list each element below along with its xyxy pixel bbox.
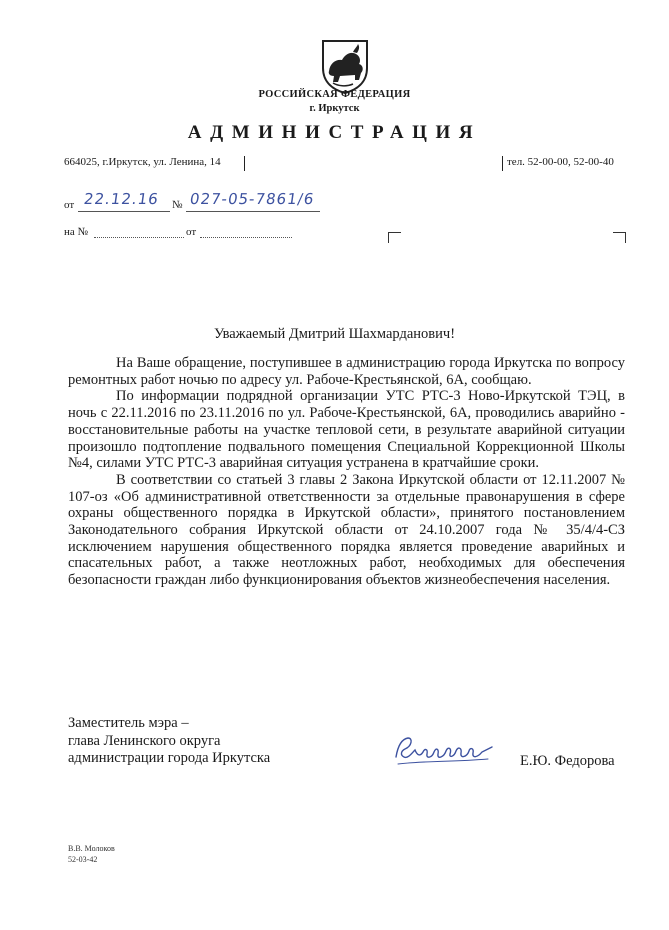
- salutation: Уважаемый Дмитрий Шахмарданович!: [213, 326, 456, 342]
- signatory-position: [68, 715, 270, 768]
- addressee-corner-left: [388, 232, 401, 243]
- number-underline: [186, 211, 320, 212]
- reply-date-underline: [200, 237, 292, 238]
- city-name: г. Иркутск: [309, 103, 360, 114]
- number-label: №: [172, 199, 183, 211]
- paragraph: На Ваше обращение, поступившее в администрацию города Иркутска по вопросу ремонтных работ ночью по адресу ул. Рабоче-Крестьянской, 6А, сообщаю.: [68, 355, 625, 388]
- position-line: Заместитель мэра –: [68, 715, 189, 731]
- letter-body: [68, 355, 625, 589]
- paragraph: В соответствии со статьей 3 главы 2 Закона Иркутской области от 12.11.2007 № 107-оз «Об административной ответственности за отдельные правонарушения в сфере охраны общественного порядка в Иркутской области», принятого постановлением Законодательного собрания Иркутской области от 24.10.2007 года № 35/4/4-СЗ исключением нарушения общественного порядка является проведение аварийных и спасательных работ, а также неотложных работ, необходимых для обеспечения безопасности граждан либо функционирования объектов жизнеобеспечения населения.: [68, 471, 625, 589]
- reply-date-label: от: [186, 226, 197, 238]
- position-line: администрации города Иркутска: [68, 750, 271, 766]
- country-name: РОССИЙСКАЯ ФЕДЕРАЦИЯ: [258, 89, 411, 100]
- reply-number-label: на №: [64, 226, 89, 238]
- reply-number-underline: [94, 237, 184, 238]
- address: 664025, г.Иркутск, ул. Ленина, 14: [64, 156, 221, 168]
- address-divider: [244, 156, 245, 171]
- irkutsk-coat-of-arms-icon: [320, 38, 370, 94]
- paragraph: По информации подрядной организации УТС РТС-3 Ново-Иркутской ТЭЦ, в ночь с 22.11.2016 по 23.11.2016 по ул. Рабоче-Крестьянской, 6А, проводились аварийно - восстановительные работы на участке тепловой сети, в результате аварийной ситуации произошло подтопление подвального помещения Специальной Коррекционной Школы №4, силами УТС РТС-3 аварийная ситуация устранена в кратчайшие сроки.: [68, 388, 625, 472]
- handwritten-number: 027-05-7861/6: [188, 190, 316, 208]
- position-line: глава Ленинского округа: [68, 732, 221, 749]
- date-label: от: [64, 199, 75, 211]
- handwritten-signature: [392, 733, 496, 769]
- administration-title: АДМИНИСТРАЦИЯ: [187, 122, 482, 143]
- executor-phone: 52-03-42: [68, 855, 98, 864]
- date-underline: [78, 211, 170, 212]
- signatory-name: Е.Ю. Федорова: [520, 753, 615, 769]
- addressee-corner-right: [613, 232, 626, 243]
- phone-divider: [502, 156, 503, 171]
- executor-info: [68, 843, 115, 865]
- phone: тел. 52-00-00, 52-00-40: [507, 156, 614, 168]
- executor-name: В.В. Молоков: [68, 844, 115, 853]
- handwritten-date: 22.12.16: [82, 190, 161, 208]
